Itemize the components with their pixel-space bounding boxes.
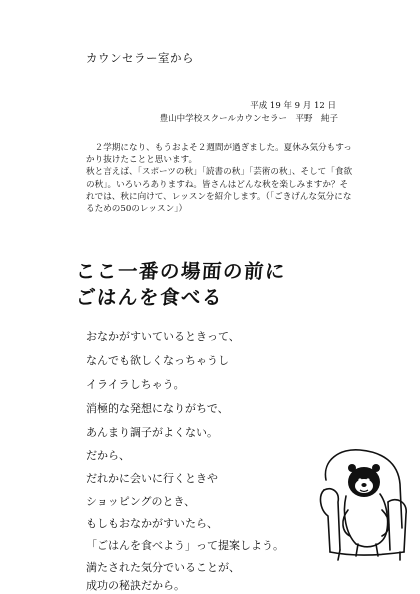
lesson-line: イライラしちゃう。 — [86, 378, 185, 391]
date-line: 平成 19 年 9 月 12 日 — [250, 101, 336, 111]
intro-paragraph-2: 秋と言えば、「スポーツの秋」「読書の秋」「芸術の秋」、そして「食欲の秋」。いろいろありますね。皆さんはどんな秋を楽しみますか？それでは、秋に向けて、レッスンを紹介します。（「ごきげんな気分になるための50のレッスン」） — [86, 167, 353, 215]
lesson-line: だから、 — [86, 449, 130, 462]
lesson-line: 成功の秘訣だから。 — [86, 579, 185, 592]
lesson-title-line-2: ごはんを食べる — [75, 286, 224, 309]
lesson-line: もしもおなかがすいたら、 — [86, 517, 218, 530]
lesson-line: なんでも欲しくなっちゃうし — [86, 354, 229, 367]
lesson-line: 満たされた気分でいることが、 — [86, 561, 240, 574]
section-heading: カウンセラー室から — [86, 51, 194, 65]
lesson-line: 消極的な発想になりがちで、 — [86, 402, 229, 415]
lesson-title-line-1: ここ一番の場面の前に — [75, 260, 287, 283]
lesson-line: おなかがすいているときって、 — [86, 330, 240, 343]
author-line: 豊山中学校スクールカウンセラー 平野 純子 — [159, 114, 338, 124]
lesson-line: ショッピングのとき、 — [86, 495, 196, 508]
lesson-line: 「ごはんを食べよう」って提案しよう。 — [86, 539, 284, 552]
lesson-line: あんまり調子がよくない。 — [86, 426, 218, 439]
lesson-line: だれかに会いに行くときや — [86, 472, 218, 485]
intro-text — [86, 142, 356, 215]
armchair-character-illustration — [316, 440, 412, 566]
intro-paragraph-1: ２学期になり、もうおよそ２週間が過ぎました。夏休み気分もすっかり抜けたことと思います。 — [86, 143, 352, 166]
